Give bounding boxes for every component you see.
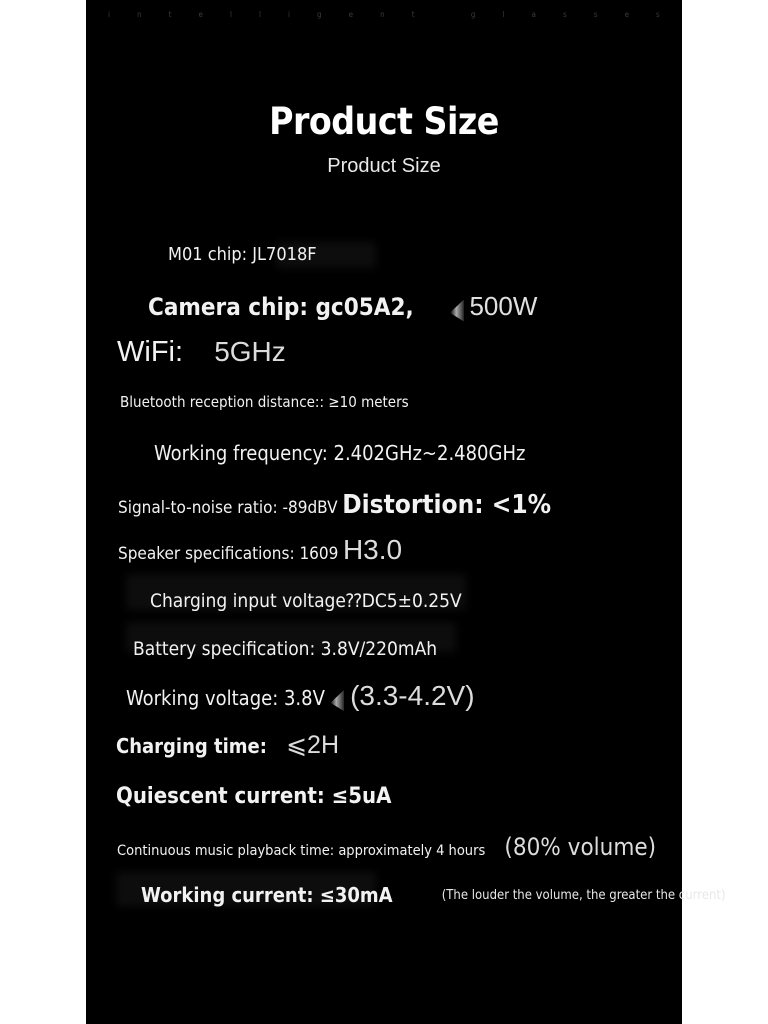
tagline-letter: l <box>229 10 232 19</box>
image-artifact-icon <box>450 300 464 322</box>
tagline-letter: g <box>470 10 476 19</box>
tagline-letter: n <box>380 10 385 19</box>
spec-camera <box>148 293 537 322</box>
spec-wifi <box>117 338 286 367</box>
spec-bluetooth: Bluetooth reception distance:: ≥10 meters <box>120 393 409 411</box>
spec-playback-text: Continuous music playback time: approximately 4 hours <box>117 843 486 859</box>
tagline-letter: s <box>593 10 598 19</box>
page-subtitle: Product Size <box>327 155 441 177</box>
spec-current-note: (The louder the volume, the greater the current) <box>441 888 726 903</box>
spec-working-voltage-value: (3.3-4.2V) <box>350 680 475 711</box>
spec-working-current <box>141 885 726 905</box>
spec-speaker-value: H3.0 <box>342 534 403 565</box>
tagline-letter: t <box>411 10 415 19</box>
spec-charging-time-label: Charging time: <box>116 734 267 758</box>
spec-speaker <box>118 536 402 564</box>
spec-working-voltage <box>126 682 475 712</box>
page-title: Product Size <box>269 100 499 143</box>
tagline-letter: s <box>656 10 660 19</box>
spec-charging-voltage: Charging input voltage⁇DC5±0.25V <box>150 590 462 612</box>
spec-charging-time <box>116 733 339 758</box>
tagline-letter: g <box>317 10 322 19</box>
spec-wifi-value: 5GHz <box>214 336 286 367</box>
top-tagline <box>108 11 660 19</box>
spec-sheet-canvas <box>86 0 726 1024</box>
tagline-letter: l <box>502 10 505 19</box>
spec-distortion: Distortion: <1% <box>342 490 552 520</box>
spec-camera-label: Camera chip: gc05A2, <box>148 293 414 321</box>
tagline-letter: a <box>531 10 536 19</box>
tagline-letter: i <box>288 10 291 19</box>
image-artifact-icon <box>330 690 344 712</box>
spec-playback-volume: (80% volume) <box>504 833 657 861</box>
spec-chip: M01 chip: JL7018F <box>168 244 317 265</box>
spec-playback <box>117 835 656 859</box>
spec-wifi-label: WiFi: <box>117 336 184 368</box>
spec-snr: Signal-to-noise ratio: -89dBV <box>118 498 338 518</box>
spec-snr-distortion <box>118 492 551 518</box>
spec-frequency: Working frequency: 2.402GHz~2.480GHz <box>154 441 526 465</box>
spec-working-current-value: Working current: ≤30mA <box>141 883 393 907</box>
tagline-letter: s <box>563 10 567 19</box>
spec-camera-value: 500W <box>469 291 538 321</box>
spec-charging-time-value: ⩽2H <box>286 731 340 759</box>
tagline-letter: n <box>137 10 142 19</box>
tagline-letter <box>442 11 444 19</box>
tagline-letter: i <box>108 10 110 19</box>
spec-quiescent-current: Quiescent current: ≤5uA <box>116 784 392 809</box>
spec-working-voltage-label: Working voltage: 3.8V <box>126 686 325 710</box>
tagline-letter: e <box>624 10 629 19</box>
tagline-letter: l <box>258 10 261 19</box>
spec-speaker-label: Speaker specifications: 1609 <box>118 544 339 564</box>
spec-battery: Battery specification: 3.8V/220mAh <box>133 638 438 660</box>
tagline-letter: e <box>348 10 354 19</box>
tagline-letter: e <box>198 10 203 19</box>
tagline-letter: t <box>168 10 172 19</box>
